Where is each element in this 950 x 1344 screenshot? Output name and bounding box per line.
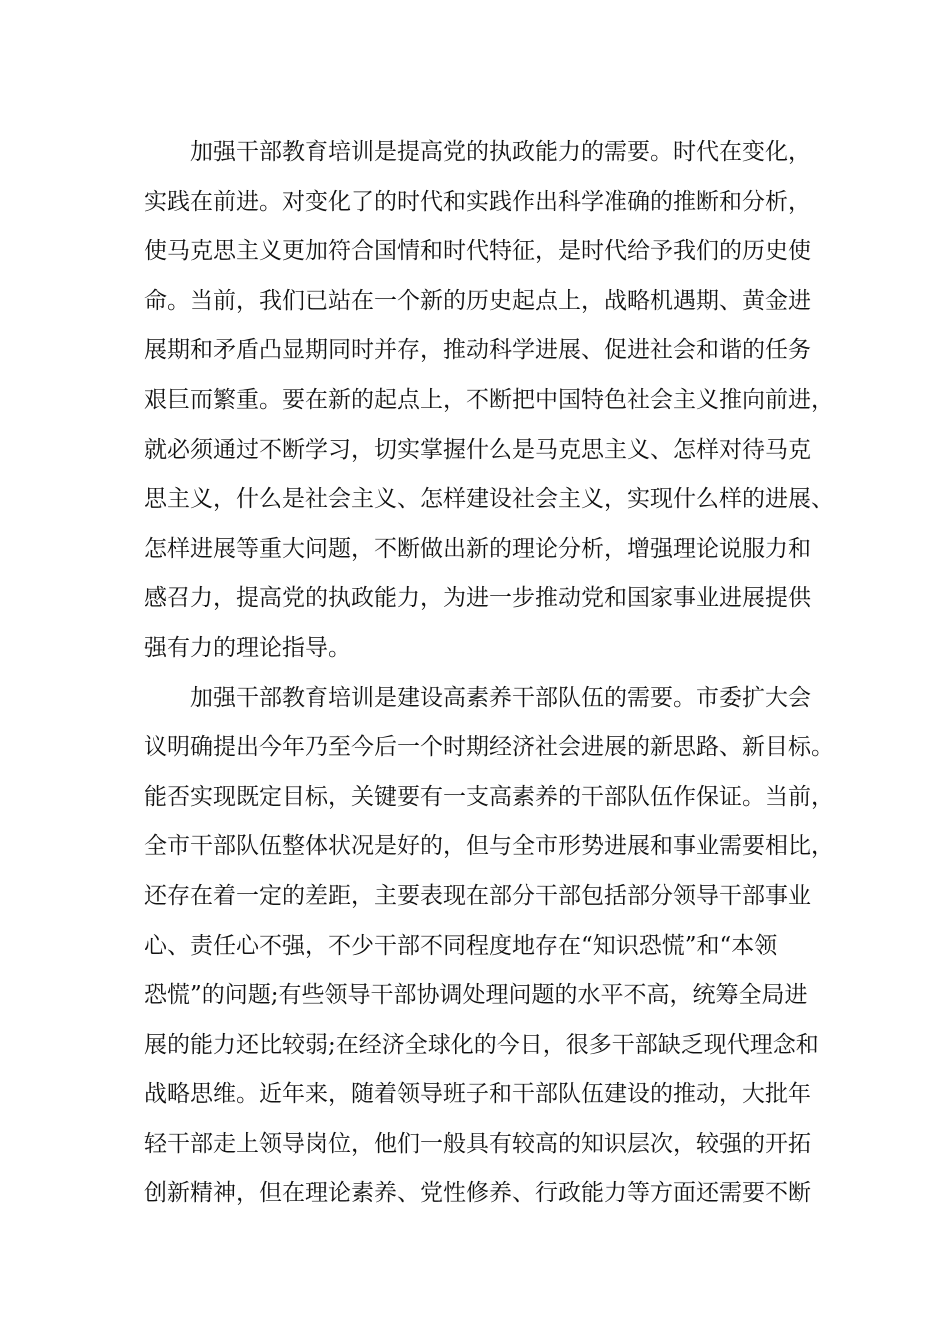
paragraph-line: 议明确提出今年乃至今后一个时期经济社会进展的新思路、新目标。 bbox=[144, 734, 834, 761]
paragraph-line: 强有力的理论指导。 bbox=[144, 634, 351, 661]
paragraph-line: 艰巨而繁重。要在新的起点上，不断把中国特色社会主义推向前进， bbox=[144, 386, 834, 413]
paragraph-line: 心、责任心不强，不少干部不同程度地存在“知识恐慌”和“本领 bbox=[144, 932, 778, 959]
paragraph-line: 还存在着一定的差距，主要表现在部分干部包括部分领导干部事业 bbox=[144, 882, 811, 909]
paragraph-2 bbox=[144, 674, 834, 1220]
paragraph-1 bbox=[144, 128, 834, 674]
paragraph-line: 全市干部队伍整体状况是好的，但与全市形势进展和事业需要相比， bbox=[144, 833, 834, 860]
paragraph-line: 恐慌”的问题;有些领导干部协调处理问题的水平不高，统筹全局进 bbox=[144, 982, 808, 1009]
paragraph-line: 轻干部走上领导岗位，他们一般具有较高的知识层次，较强的开拓 bbox=[144, 1130, 811, 1157]
document-body bbox=[144, 128, 834, 1219]
paragraph-line: 感召力，提高党的执政能力，为进一步推动党和国家事业进展提供 bbox=[144, 585, 811, 612]
paragraph-line: 创新精神，但在理论素养、党性修养、行政能力等方面还需要不断 bbox=[144, 1180, 811, 1207]
paragraph-line: 怎样进展等重大问题，不断做出新的理论分析，增强理论说服力和 bbox=[144, 535, 811, 562]
paragraph-line: 加强干部教育培训是建设高素养干部队伍的需要。市委扩大会 bbox=[190, 684, 811, 711]
paragraph-line: 就必须通过不断学习，切实掌握什么是马克思主义、怎样对待马克 bbox=[144, 436, 811, 463]
paragraph-line: 战略思维。近年来，随着领导班子和干部队伍建设的推动，大批年 bbox=[144, 1081, 811, 1108]
paragraph-line: 思主义，什么是社会主义、怎样建设社会主义，实现什么样的进展、 bbox=[144, 486, 834, 513]
paragraph-line: 加强干部教育培训是提高党的执政能力的需要。时代在变化， bbox=[190, 139, 811, 165]
paragraph-line: 展的能力还比较弱;在经济全球化的今日，很多干部缺乏现代理念和 bbox=[144, 1031, 819, 1058]
paragraph-line: 展期和矛盾凸显期同时并存，推动科学进展、促进社会和谐的任务 bbox=[144, 337, 811, 364]
paragraph-line: 实践在前进。对变化了的时代和实践作出科学准确的推断和分析， bbox=[144, 188, 811, 215]
paragraph-line: 使马克思主义更加符合国情和时代特征，是时代给予我们的历史使 bbox=[144, 238, 811, 265]
paragraph-line: 命。当前，我们已站在一个新的历史起点上，战略机遇期、黄金进 bbox=[144, 287, 811, 314]
paragraph-line: 能否实现既定目标，关键要有一支高素养的干部队伍作保证。当前， bbox=[144, 783, 834, 810]
